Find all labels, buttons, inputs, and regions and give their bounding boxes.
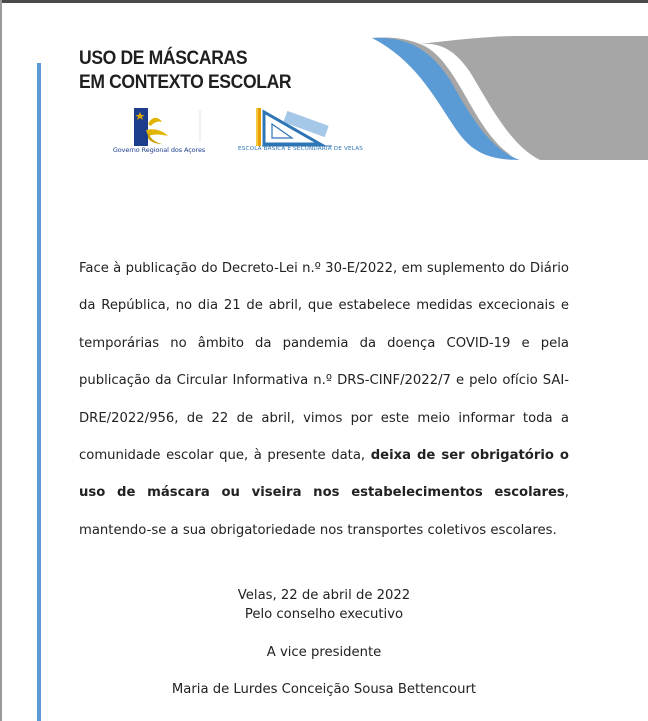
announcement-text-end: , mantendo-se a sua obrigatoriedade nos transportes coletivos escolares. bbox=[79, 485, 569, 538]
school-logo bbox=[248, 102, 340, 150]
government-logo-caption: Governo Regional dos Açores bbox=[112, 146, 206, 154]
left-accent-line bbox=[37, 63, 41, 721]
school-logo-caption: ESCOLA BÁSICA E SECUNDÁRIA DE VELAS bbox=[238, 146, 363, 152]
page-title bbox=[79, 46, 291, 94]
announcement-text-bold: deixa de ser obrigatório o uso de máscara ou viseira nos estabelecimentos escolares bbox=[79, 448, 569, 501]
header-wave-decoration bbox=[0, 0, 648, 200]
signature-role: A vice presidente bbox=[266, 645, 382, 660]
signature-board: Pelo conselho executivo bbox=[244, 607, 404, 622]
signature-name: Maria de Lurdes Conceição Sousa Bettencourt bbox=[171, 682, 477, 697]
signature-place-date: Velas, 22 de abril de 2022 bbox=[237, 588, 411, 603]
title-line-2: EM CONTEXTO ESCOLAR bbox=[79, 71, 292, 93]
announcement-paragraph bbox=[79, 250, 569, 549]
announcement-text-intro: Face à publicação do Decreto-Lei n.º 30-E/2022, em suplemento do Diário da República, no dia 21 de abril, que estabelece medidas excecionais e temporárias no âmbito da pandemia da doença COVID-19 e pela publicação da Circular Informativa n.º DRS-CINF/2022/7 e pelo ofício SAI-DRE/2022/956, de 22 de abril, vimos por este meio informar toda a comunidade escolar que, à presente data, bbox=[79, 261, 569, 464]
title-line-1: USO DE MÁSCARAS bbox=[79, 47, 248, 69]
